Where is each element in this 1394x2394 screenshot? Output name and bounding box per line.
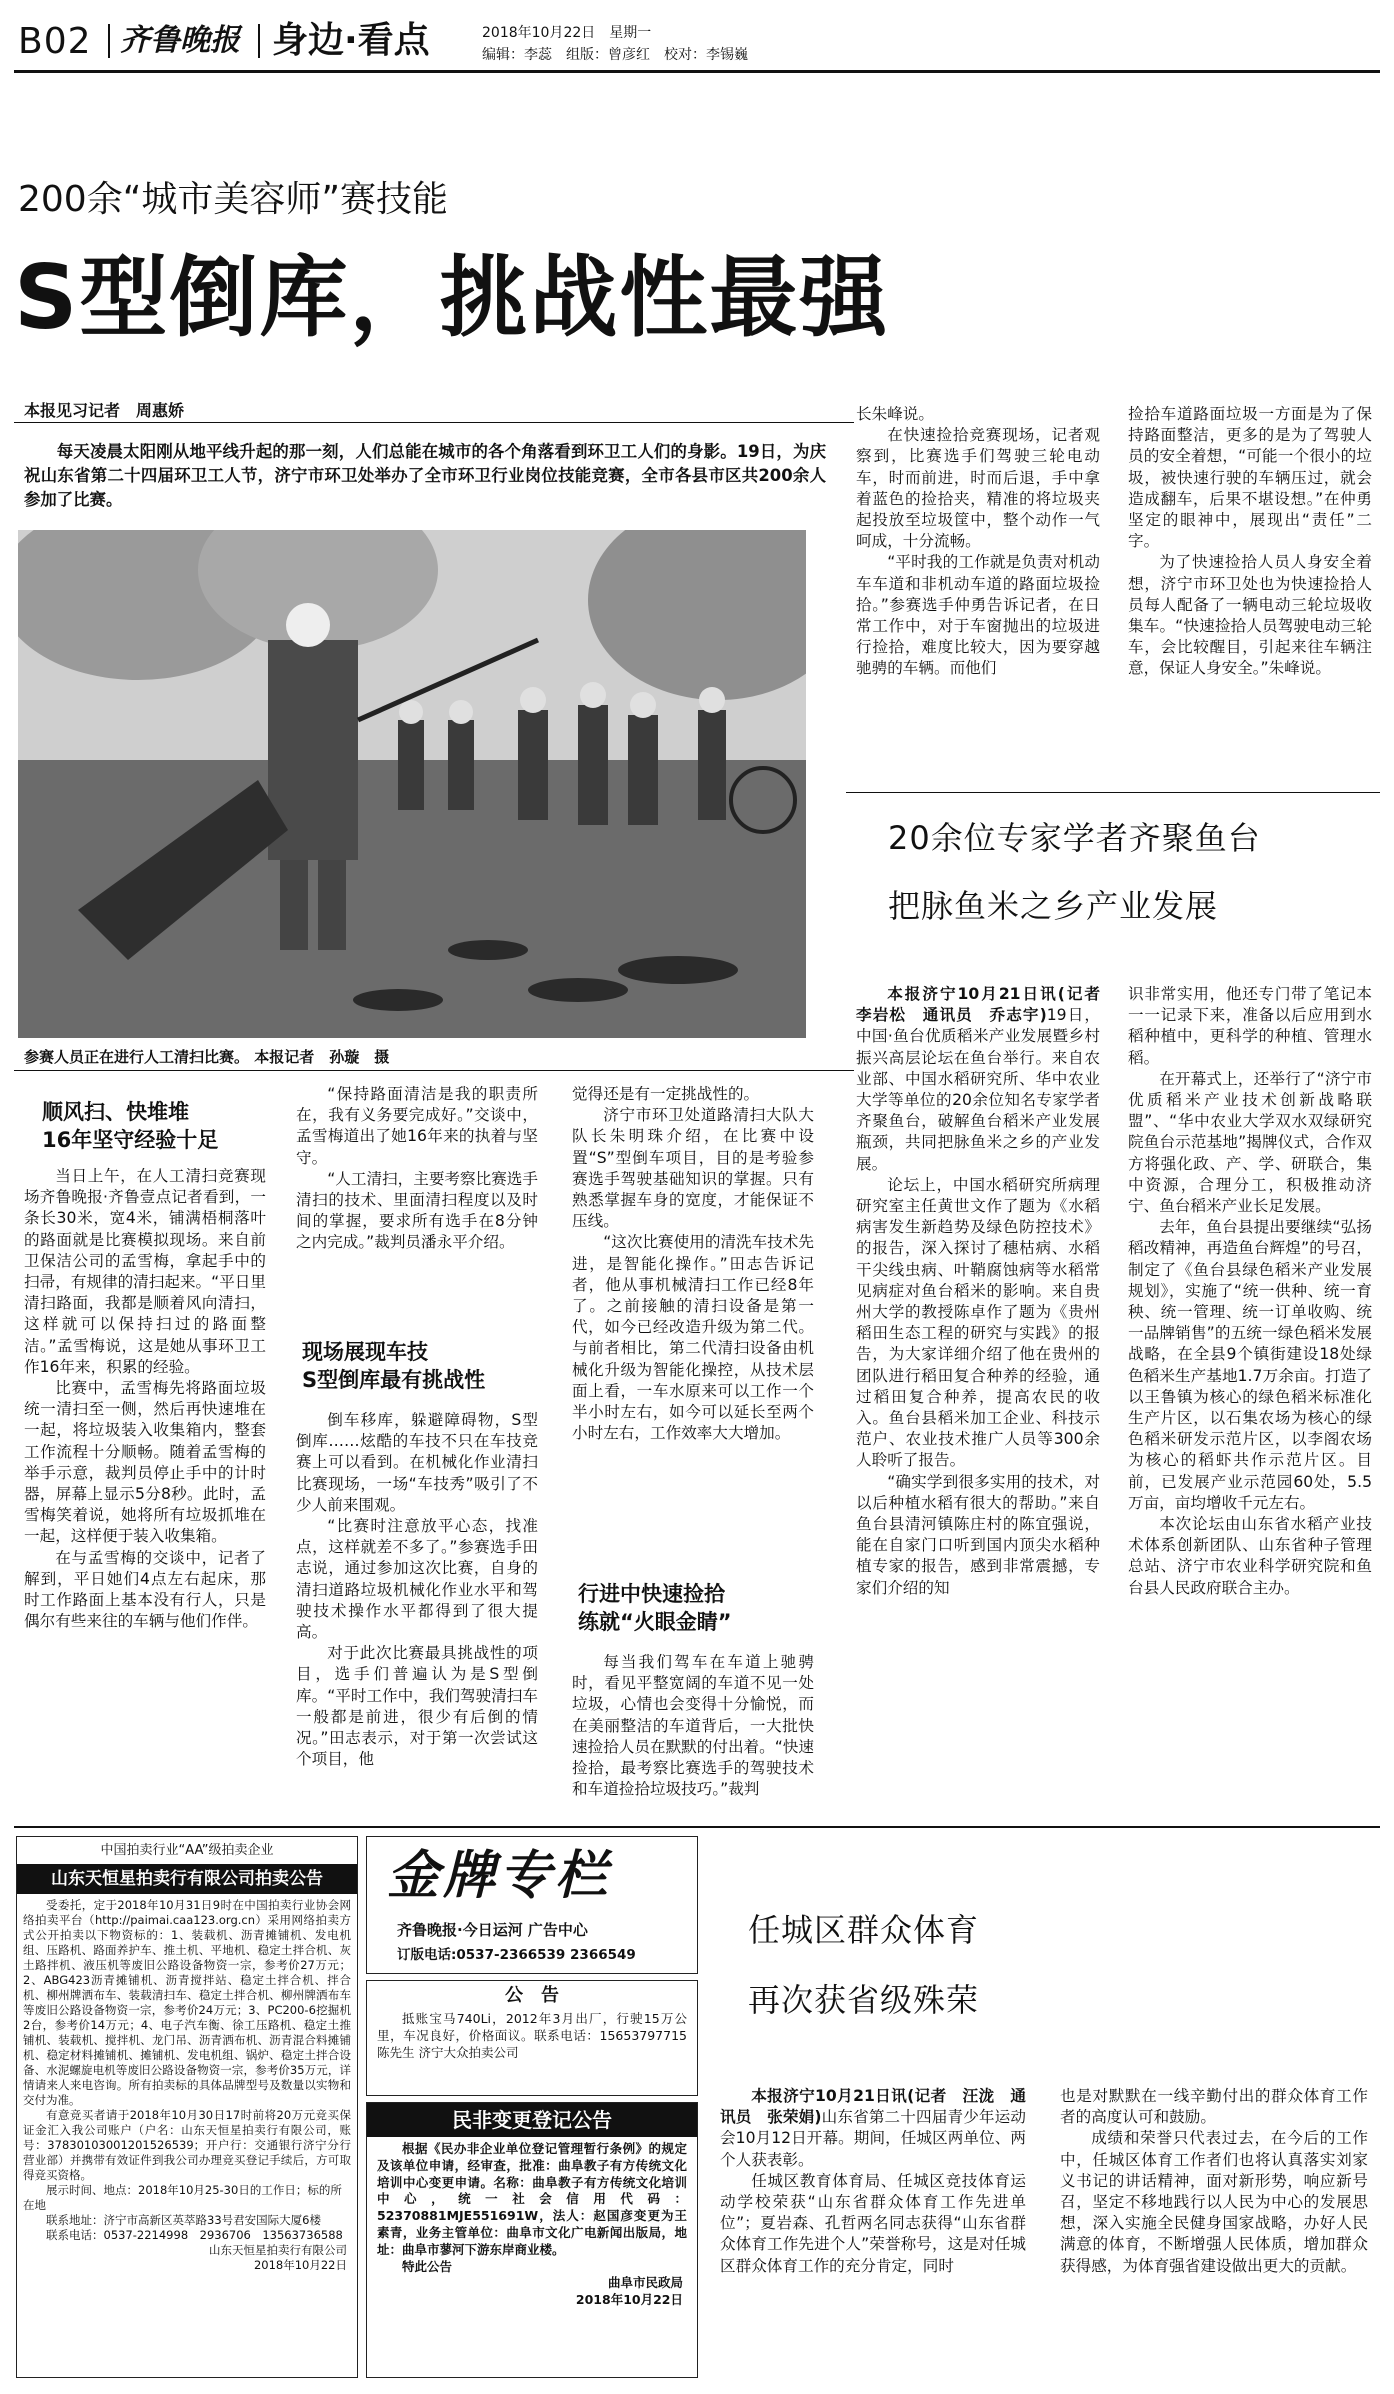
- page-header: [0, 0, 1394, 66]
- change-issuer: 曲阜市民政局: [607, 2275, 683, 2291]
- weekday-text: 星期一: [609, 25, 652, 41]
- issue-date: [482, 22, 651, 42]
- auction-phone: 联系电话：0537-2214998 2936706 13563736588: [46, 2227, 343, 2242]
- brand-ad: [366, 1836, 698, 1974]
- story3-headline-2: 再次获省级殊荣: [748, 1981, 980, 2019]
- paragraph: “平时我的工作就是负责对机动车车道和非机动车道的路面垃圾捡拾。”参赛选手仲勇告诉记者，在日常工作中，对于车窗抛出的垃圾进行捡拾，难度比较大，因为要穿越驰骋的车辆。而他们: [856, 553, 1100, 678]
- paragraph: 每当我们驾车在车道上驰骋时，看见平整宽阔的车道不见一处垃圾，心情也会变得十分愉悦，而在美丽整洁的车道背后，一大批快速捡拾人员在默默的付出着。“快速捡拾，最考察比赛选手的驾驶技术和车道捡拾垃圾技巧。”裁判: [572, 1653, 814, 1799]
- paragraph: 济宁市环卫处道路清扫大队大队长朱明珠介绍，在比赛中设置“S”型倒车项目，目的是考验参赛选手驾驶基础知识的掌握。只有熟悉掌握车身的宽度，才能保证不压线。: [572, 1106, 814, 1231]
- story2-headline-1: 20余位专家学者齐聚鱼台: [888, 819, 1261, 857]
- paragraph: “这次比赛使用的清洗车技术先进，是智能化操作。”田志告诉记者，他从事机械清扫工作已经8年了。之前接触的清扫设备是第一代，如今已经改造升级为第二代。与前者相比，第二代清扫设备由机械化升级为智能化操控，从技术层面上看，一车水原来可以工作一个半小时左右，如今可以延长至两个小时左右，工作效率大大增加。: [572, 1233, 814, 1443]
- auction-exhibit: 展示时间、地点：2018年10月25-30日的工作日；标的所在地: [23, 2182, 342, 2212]
- story1-column-2a: [296, 1084, 538, 1254]
- story1-subhead-3: 行进中快速捡拾 练就“火眼金睛”: [578, 1582, 732, 1634]
- byline-rule: [14, 422, 854, 423]
- paragraph: 当日上午，在人工清扫竞赛现场齐鲁晚报·齐鲁壹点记者看到，一条长30米，宽4米，铺满梧桐落叶的路面就是比赛模拟现场。来自前卫保洁公司的孟雪梅，拿起手中的扫帚，有规律的清扫起来。“平日里清扫路面，我都是顺着风向清扫，这样就可以保持扫过的路面整洁。”孟雪梅说，这是她从事环卫工作16年来，积累的经验。: [24, 1167, 266, 1376]
- story1-lead: 每天凌晨太阳刚从地平线升起的那一刻，人们总能在城市的各个角落看到环卫工人们的身影。19日，为庆祝山东省第二十四届环卫工人节，济宁市环卫处举办了全市环卫行业岗位技能竞赛，全市各县市区共200余人参加了比赛。: [24, 442, 826, 509]
- story3-column-2: [1060, 2086, 1368, 2277]
- header-divider: [258, 24, 260, 58]
- story1-column-4: [856, 404, 1100, 680]
- paragraph: 山东省第二十四届青少年运动会10月12日开幕。期间，任城区两单位、两个人获表彰。: [720, 2108, 1026, 2169]
- auction-ad: [16, 1836, 358, 2378]
- story1-column-3a: [572, 1084, 814, 1444]
- paragraph: 觉得还是有一定挑战性的。: [572, 1085, 760, 1103]
- change-title: 民非变更登记公告: [367, 2103, 697, 2137]
- story1-kicker: 200余“城市美容师”赛技能: [18, 179, 449, 220]
- paragraph: 在快速捡拾竞赛现场，记者观察到，比赛选手们驾驶三轮电动车，时而前进，时而后退，手中拿着蓝色的捡拾夹，精准的将垃圾夹起投放至垃圾筐中，整个动作一气呵成，十分流畅。: [856, 426, 1100, 551]
- paragraph: 在开幕式上，还举行了“济宁市优质稻米产业技术创新战略联盟”、“华中农业大学双水双绿研究院鱼台示范基地”揭牌仪式，合作双方将强化政、产、学、研联合，集中资源，合理分工，积极推动济宁、鱼台稻米产业长足发展。: [1128, 1069, 1372, 1216]
- story1-column-2b: [296, 1410, 538, 1770]
- auction-body: 受委托，定于2018年10月31日9时在中国拍卖行业协会网络拍卖平台（http://paimai.caa123.org.cn）采用网络拍卖方式公开拍卖以下物资标的：1、装载机、沥青摊铺机、发电机组、压路机、路面养护车、推土机、平地机、稳定土拌合机、灰土路拌机、液压机等废旧公路设备物资一宗，参考价27万元；2、ABG423沥青摊铺机、沥青搅拌站、稳定土拌合机、拌合机、柳州牌洒布车、装载清扫车、稳定土拌合机、柳州牌洒布车等废旧公路设备物资一宗，参考价24万元；3、PC200-6挖掘机2台，参考价14万元；4、电子汽车衡、徐工压路机、稳定土推铺机、装载机、搅拌机、龙门吊、沥青洒布机、沥青混合料摊铺机、稳定材料摊铺机、摊铺机、发电机组、锅炉、稳定土拌合设备、水泥螺旋电机等废旧公路设备物资一宗，参考价35万元，详情请来人来电咨询。所有拍卖标的具体品牌型号及数量以实物和交付为准。: [23, 1897, 351, 2107]
- paragraph: 比赛中，孟雪梅先将路面垃圾统一清扫至一侧，然后再快速堆在一起，将垃圾装入收集箱内，整套工作流程十分顺畅。随着孟雪梅的举手示意，裁判员停止手中的计时器，屏幕上显示5分8秒。此时，孟雪梅笑着说，她将所有垃圾抓堆在一起，这样便于装入收集箱。: [24, 1379, 266, 1546]
- paragraph: 对于此次比赛最具挑战性的项目，选手们普遍认为是S型倒库。“平时工作中，我们驾驶清扫车一般都是前进，很少有后倒的情况。”田志表示，对于第一次尝试这个项目，他: [296, 1644, 538, 1769]
- photo-caption: 参赛人员正在进行人工清扫比赛。 本报记者 孙璇 摄: [24, 1048, 390, 1066]
- brand-title: 金牌专栏: [387, 1845, 612, 1906]
- change-body: 根据《民办非企业单位登记管理暂行条例》的规定及该单位申请，经审查，批准：曲阜教子有方传统文化培训中心变更申请。名称：曲阜教子有方传统文化培训中心，统一社会信用代码：52370881MJE551691W，法人：赵国彦变更为王素青，业务主管单位：曲阜市文化广电新闻出版局，地址：曲阜市蓼河下游东岸商业楼。: [377, 2141, 687, 2257]
- paragraph: 识非常实用，他还专门带了笔记本一一记录下来，准备以后应用到水稻种植中，更科学的种植、管理水稻。: [1128, 985, 1372, 1067]
- auction-address: 联系地址：济宁市高新区英萃路33号君安国际大厦6楼: [46, 2212, 321, 2227]
- auction-title: 山东天恒星拍卖行有限公司拍卖公告: [17, 1864, 357, 1894]
- paragraph: “确实学到很多实用的技术，对以后种植水稻有很大的帮助。”来自鱼台县清河镇陈庄村的陈宜强说，能在自家门口听到国内顶尖水稻种植专家的报告，感到非常震撼，专家们介绍的知: [856, 1472, 1100, 1597]
- header-divider: [108, 24, 110, 58]
- paragraph: 为了快速捡拾人员人身安全着想，济宁市环卫处也为快速捡拾人员每人配备了一辆电动三轮垃圾收集车。“快速捡拾人员驾驶电动三轮车，会比较醒目，引起来往车辆注意，保证人身安全。”朱峰说。: [1128, 553, 1372, 678]
- paragraph: 在与孟雪梅的交谈中，记者了解到，平日她们4点左右起床，那时工作路面上基本没有行人，只是偶尔有些来往的车辆与他们作伴。: [24, 1548, 266, 1631]
- story1-column-1: [24, 1166, 266, 1632]
- paragraph: “人工清扫，主要考察比赛选手清扫的技术、里面清扫程度以及时间的掌握，要求所有选手在8分钟之内完成。”裁判员潘永平介绍。: [296, 1169, 538, 1252]
- paragraph: 去年，鱼台县提出要继续“弘扬稻改精神，再造鱼台辉煌”的号召，制定了《鱼台县绿色稻米产业发展规划》，实施了“统一供种、统一育秧、统一管理、统一订单收购、统一品牌销售”的五统一绿色稻米发展战略，在全县9个镇街建设18处绿色稻米生产基地1.7万余亩。打造了以王鲁镇为核心的绿色稻米标准化生产片区，以石集农场为核心的绿色稻米研发示范片区，以李阁农场为核心的稻虾共作示范片区。目前，已发展产业示范园60处，5.5万亩，亩均增收千元左右。: [1128, 1218, 1372, 1512]
- brand-sub: 齐鲁晚报·今日运河 广告中心: [397, 1921, 588, 1939]
- story3-dateline: 本报济宁10月21日讯(记者 汪泷 通讯员 张荣娟): [720, 2087, 1026, 2127]
- change-sign-off: 特此公告: [402, 2258, 453, 2274]
- ads-top-rule: [14, 1826, 1380, 1828]
- story3-dateline-para: [720, 2086, 1026, 2171]
- story1-subhead-2: 现场展现车技 S型倒库最有挑战性: [302, 1340, 486, 1392]
- news-photo: [18, 530, 806, 1038]
- story2-column-1: [856, 984, 1116, 1599]
- story1-column-3b: [572, 1652, 814, 1800]
- paragraph: 任城区教育体育局、任城区竞技体育运动学校荣获“山东省群众体育工作先进单位”；夏岩森、孔哲两名同志获得“山东省群众体育工作先进个人”荣誉称号，这是对任城区群众体育工作的充分肯定，同时: [720, 2171, 1026, 2275]
- story2-dateline: 本报济宁10月21日讯(记者 李岩松 通讯员 乔志宇): [856, 985, 1116, 1025]
- story1-headline: S型倒库，挑战性最强: [14, 246, 890, 349]
- editors-line: 编辑：李蕊 组版：曾彦红 校对：李锡巍: [482, 47, 748, 63]
- paragraph: 长朱峰说。: [856, 405, 934, 423]
- change-ad: [366, 2102, 698, 2378]
- notice-title: 公 告: [505, 1985, 559, 2006]
- story1-byline: 本报见习记者 周惠娇: [24, 401, 185, 420]
- caption-rule: [14, 1070, 854, 1071]
- auction-company: 山东天恒星拍卖行有限公司: [209, 2242, 347, 2257]
- story1-subhead-1: 顺风扫、快堆堆 16年坚守经验十足: [42, 1100, 219, 1152]
- story3-column-1: [720, 2086, 1026, 2277]
- paragraph: “保持路面清洁是我的职责所在，我有义务要完成好。”交谈中，孟雪梅道出了她16年来的执着与坚守。: [296, 1085, 538, 1167]
- auction-pre: 中国拍卖行业“AA”级拍卖企业: [100, 1843, 274, 1858]
- sweeper-photo-illustration: [18, 530, 806, 1038]
- change-date: 2018年10月22日: [575, 2292, 683, 2308]
- brand-phone: 订版电话:0537-2366539 2366549: [397, 1947, 636, 1963]
- paragraph: 捡拾车道路面垃圾一方面是为了保持路面整洁，更多的是为了驾驶人员的安全着想，“可能一个很小的垃圾，被快速行驶的车辆压过，就会造成翻车，后果不堪设想。”在仲勇坚定的眼神中，展现出“责任”二字。: [1128, 405, 1372, 551]
- notice-body: 抵账宝马740Li，2012年3月出厂，行驶15万公里，车况良好，价格面议。联系电话：15653797715 陈先生 济宁大众拍卖公司: [377, 2011, 687, 2060]
- paragraph: “比赛时注意放平心态，找准点，这样就差不多了。”参赛选手田志说，通过参加这次比赛，自身的清扫道路垃圾机械化作业水平和驾驶技术操作水平都得到了很大提高。: [296, 1517, 538, 1642]
- story2-dateline-para: [856, 984, 1116, 1175]
- paragraph: 倒车移库，躲避障碍物，S型倒库……炫酷的车技不只在车技竞赛上可以看到。在机械化作业清扫比赛现场，一场“车技秀”吸引了不少人前来围观。: [296, 1411, 538, 1514]
- paragraph: 论坛上，中国水稻研究所病理研究室主任黄世文作了题为《水稻病害发生新趋势及绿色防控技术》的报告，深入探讨了穗枯病、水稻干尖线虫病、叶鞘腐蚀病等水稻常见病症对鱼台稻米的影响。来自贵州大学的教授陈卓作了题为《贵州稻田生态工程的研究与实践》的报告，为大家详细介绍了他在贵州的团队进行稻田复合种养的经验，通过稻田复合种养，提高农民的收入。鱼台县稻米加工企业、科技示范户、农业技术推广人员等300余人聆听了报告。: [856, 1175, 1100, 1470]
- section-title: 身边·看点: [272, 20, 430, 61]
- paper-logo: 齐鲁晚报: [120, 23, 240, 58]
- header-rule: [14, 70, 1380, 73]
- paragraph: 19日，中国·鱼台优质稻米产业发展暨乡村振兴高层论坛在鱼台举行。来自农业部、中国水稻研究所、华中农业大学等单位的20余位知名专家学者齐聚鱼台，破解鱼台稻米产业发展瓶颈，共同把脉鱼米之乡的产业发展。: [856, 1006, 1100, 1173]
- story2-headline-2: 把脉鱼米之乡产业发展: [888, 887, 1219, 925]
- story1-column-5: [1128, 404, 1372, 680]
- paragraph: 也是对默默在一线辛勤付出的群众体育工作者的高度认可和鼓励。: [1060, 2087, 1368, 2127]
- notice-ad: [366, 1980, 698, 2096]
- story2-column-2: [1128, 984, 1372, 1599]
- auction-date: 2018年10月22日: [253, 2257, 347, 2272]
- page-number: B02: [18, 21, 92, 62]
- paragraph: 成绩和荣誉只代表过去，在今后的工作中，任城区体育工作者们也将认真落实刘家义书记的讲话精神，面对新形势，响应新号召，坚定不移地践行以人民为中心的发展思想，深入实施全民健身国家战略，办好人民满意的体育，不断增强人民体质，增加群众获得感，为体育强省建设做出更大的贡献。: [1060, 2129, 1368, 2275]
- auction-body-2: 有意竞买者请于2018年10月30日17时前将20万元竞买保证金汇入我公司账户（户名：山东天恒星拍卖行有限公司，账号：37830103001201526539；开户行：交通银行济宁分行营业部）并携带有效证件到我公司办理竞买登记手续后，方可取得竞买资格。: [23, 2107, 351, 2182]
- story3-headline-1: 任城区群众体育: [748, 1911, 980, 1949]
- story2-top-rule: [846, 792, 1380, 793]
- date-text: 2018年10月22日: [482, 25, 596, 41]
- paragraph: 本次论坛由山东省水稻产业技术体系创新团队、山东省种子管理总站、济宁市农业科学研究院和鱼台县人民政府联合主办。: [1128, 1515, 1372, 1597]
